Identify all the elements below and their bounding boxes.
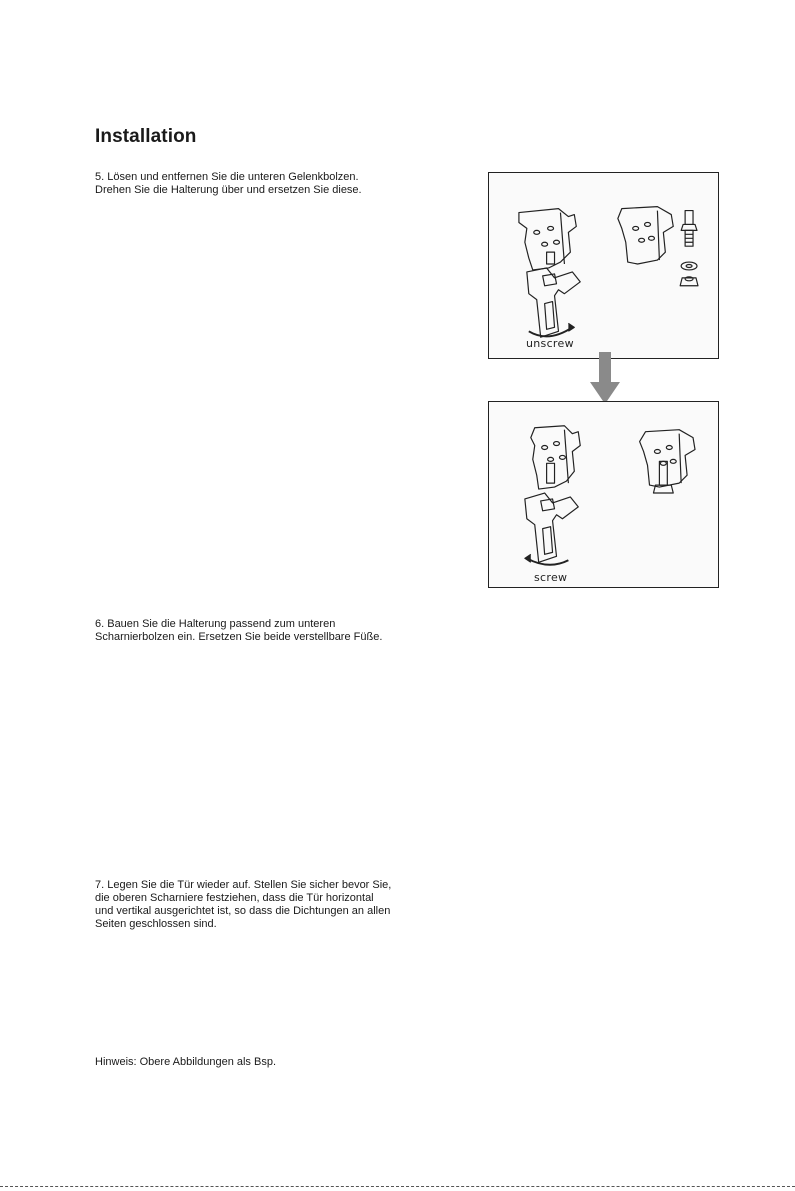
hint-text: Hinweis: Obere Abbildungen als Bsp. (95, 1056, 276, 1068)
step-6-line-1: 6. Bauen Sie die Halterung passend zum unteren (95, 618, 336, 630)
hinge-bracket-left (519, 209, 576, 270)
screw-illustration (489, 402, 718, 587)
wrench (525, 493, 578, 562)
screw-figure (488, 401, 719, 588)
unscrew-caption: unscrew (526, 337, 574, 350)
unscrew-figure (488, 172, 719, 359)
step-5-line-2: Drehen Sie die Halterung über und ersetzen Sie diese. (95, 184, 362, 196)
step-5-line-1: 5. Lösen und entfernen Sie die unteren Gelenkbolzen. (95, 171, 359, 183)
step-7-text (95, 879, 455, 931)
page-title: Installation (95, 126, 197, 147)
hinge-bracket-left (531, 426, 580, 489)
step-7-line-1: 7. Legen Sie die Tür wieder auf. Stellen Sie sicher bevor Sie, (95, 879, 392, 891)
step-5-text (95, 171, 455, 197)
hinge-bracket-right (618, 207, 673, 264)
step-6-line-2: Scharnierbolzen ein. Ersetzen Sie beide verstellbare Füße. (95, 631, 383, 643)
step-6-text (95, 618, 455, 644)
step-7-line-4: Seiten geschlossen sind. (95, 918, 217, 930)
washer (681, 262, 697, 270)
step-7-line-3: und vertikal ausgerichtet ist, so dass die Dichtungen an allen (95, 905, 391, 917)
down-arrow-icon (590, 352, 620, 404)
page-bottom-rule (0, 1186, 795, 1187)
step-7-line-2: die oberen Scharniere festziehen, dass die Tür horizontal (95, 892, 374, 904)
screw-caption: screw (534, 571, 568, 584)
hinge-bolt (685, 211, 693, 225)
unscrew-illustration (489, 173, 718, 358)
nut (680, 278, 698, 286)
